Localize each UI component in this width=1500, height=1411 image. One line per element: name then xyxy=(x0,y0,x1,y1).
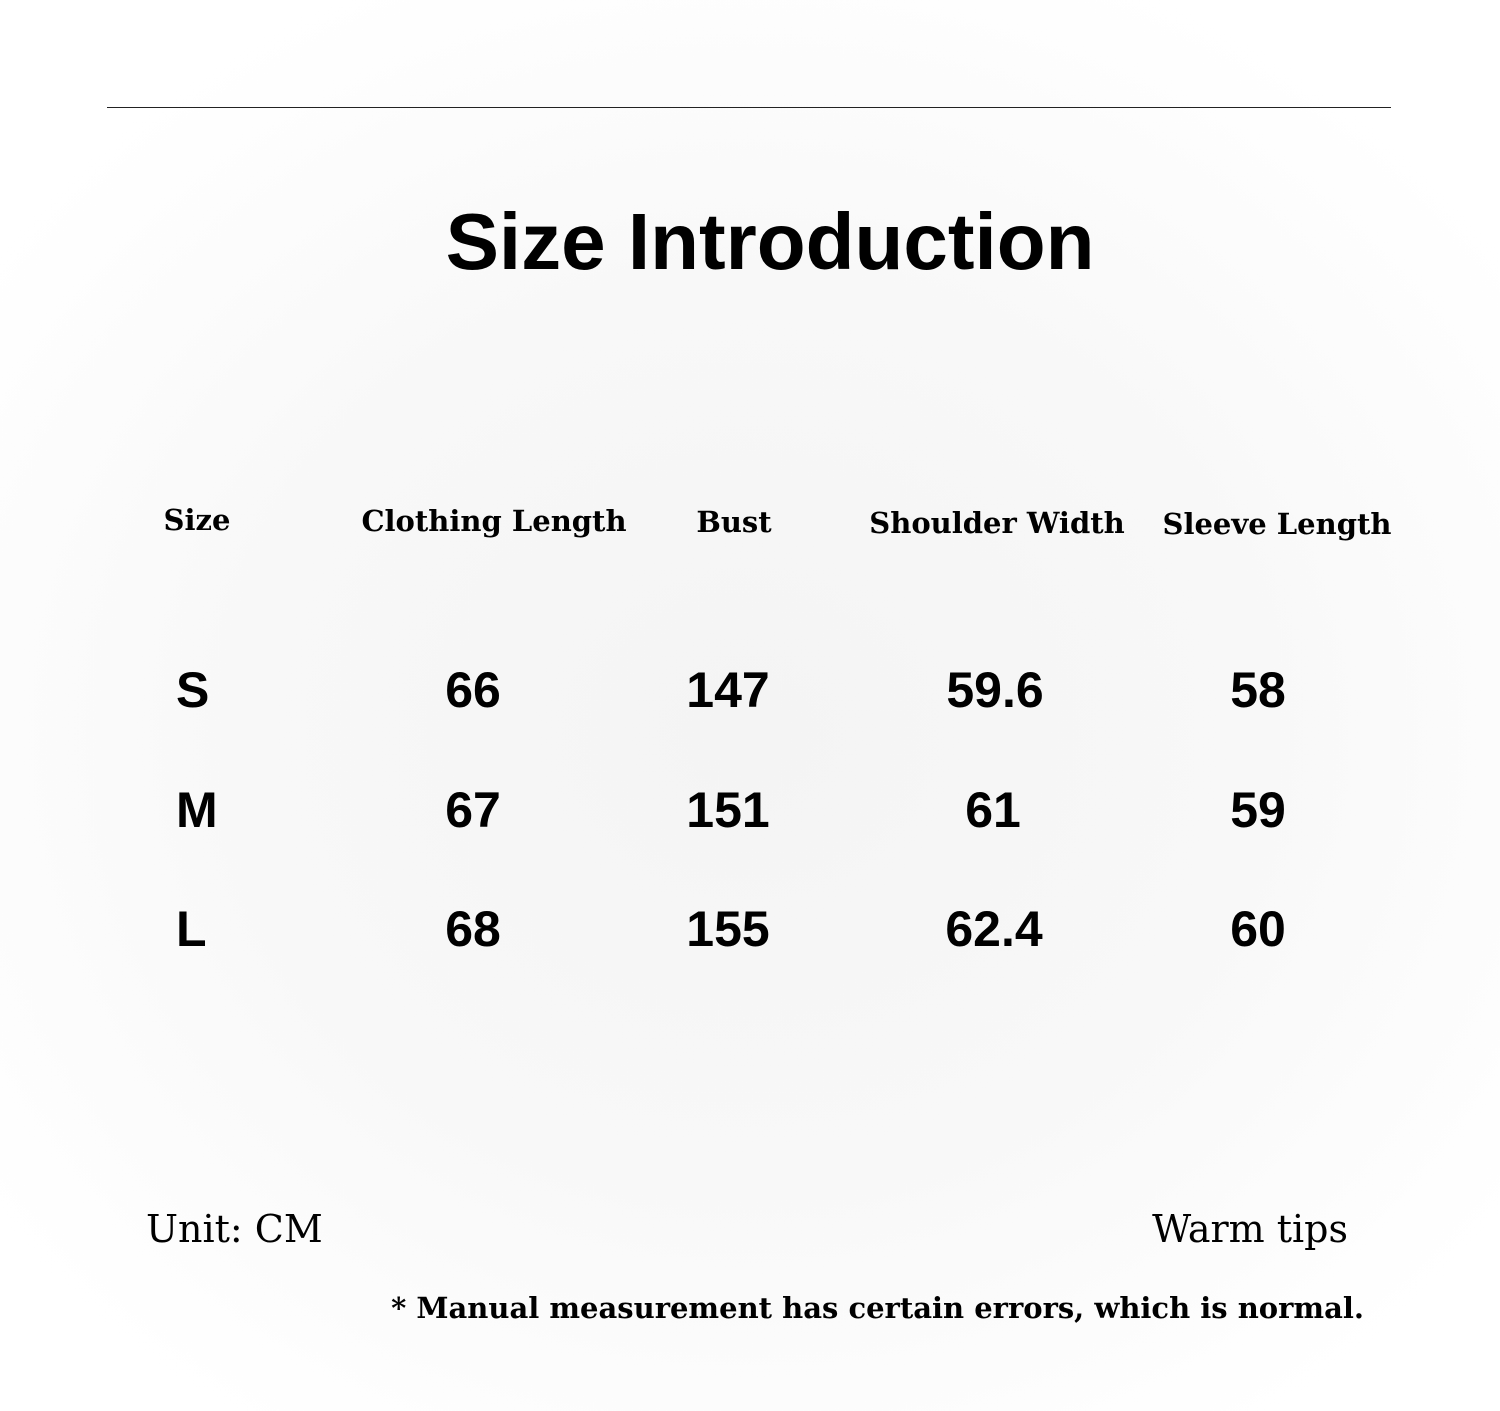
clothing-length-value: 67 xyxy=(445,782,501,838)
bust-value: 151 xyxy=(686,782,770,838)
clothing-length-value: 66 xyxy=(445,662,501,718)
shoulder-width-value: 61 xyxy=(965,782,1021,838)
header-size: Size xyxy=(163,503,231,537)
measurement-note: * Manual measurement has certain errors, which is normal. xyxy=(391,1291,1364,1325)
unit-label: Unit: CM xyxy=(146,1207,323,1251)
shoulder-width-value: 62.4 xyxy=(945,901,1043,957)
sleeve-length-value: 59 xyxy=(1230,782,1286,838)
warm-tips-title: Warm tips xyxy=(1152,1207,1348,1251)
header-sleeve-length: Sleeve Length xyxy=(1162,507,1392,541)
sleeve-length-value: 60 xyxy=(1230,901,1286,957)
top-divider xyxy=(107,107,1391,108)
row-size-label: M xyxy=(176,782,218,838)
bust-value: 147 xyxy=(686,662,770,718)
sleeve-length-value: 58 xyxy=(1230,662,1286,718)
header-shoulder-width: Shoulder Width xyxy=(869,506,1125,540)
row-size-label: S xyxy=(176,662,210,718)
header-bust: Bust xyxy=(696,505,772,539)
bust-value: 155 xyxy=(686,901,770,957)
page-title: Size Introduction xyxy=(445,197,1095,286)
clothing-length-value: 68 xyxy=(445,901,501,957)
row-size-label: L xyxy=(176,901,207,957)
header-clothing-length: Clothing Length xyxy=(361,504,627,538)
shoulder-width-value: 59.6 xyxy=(946,662,1044,718)
